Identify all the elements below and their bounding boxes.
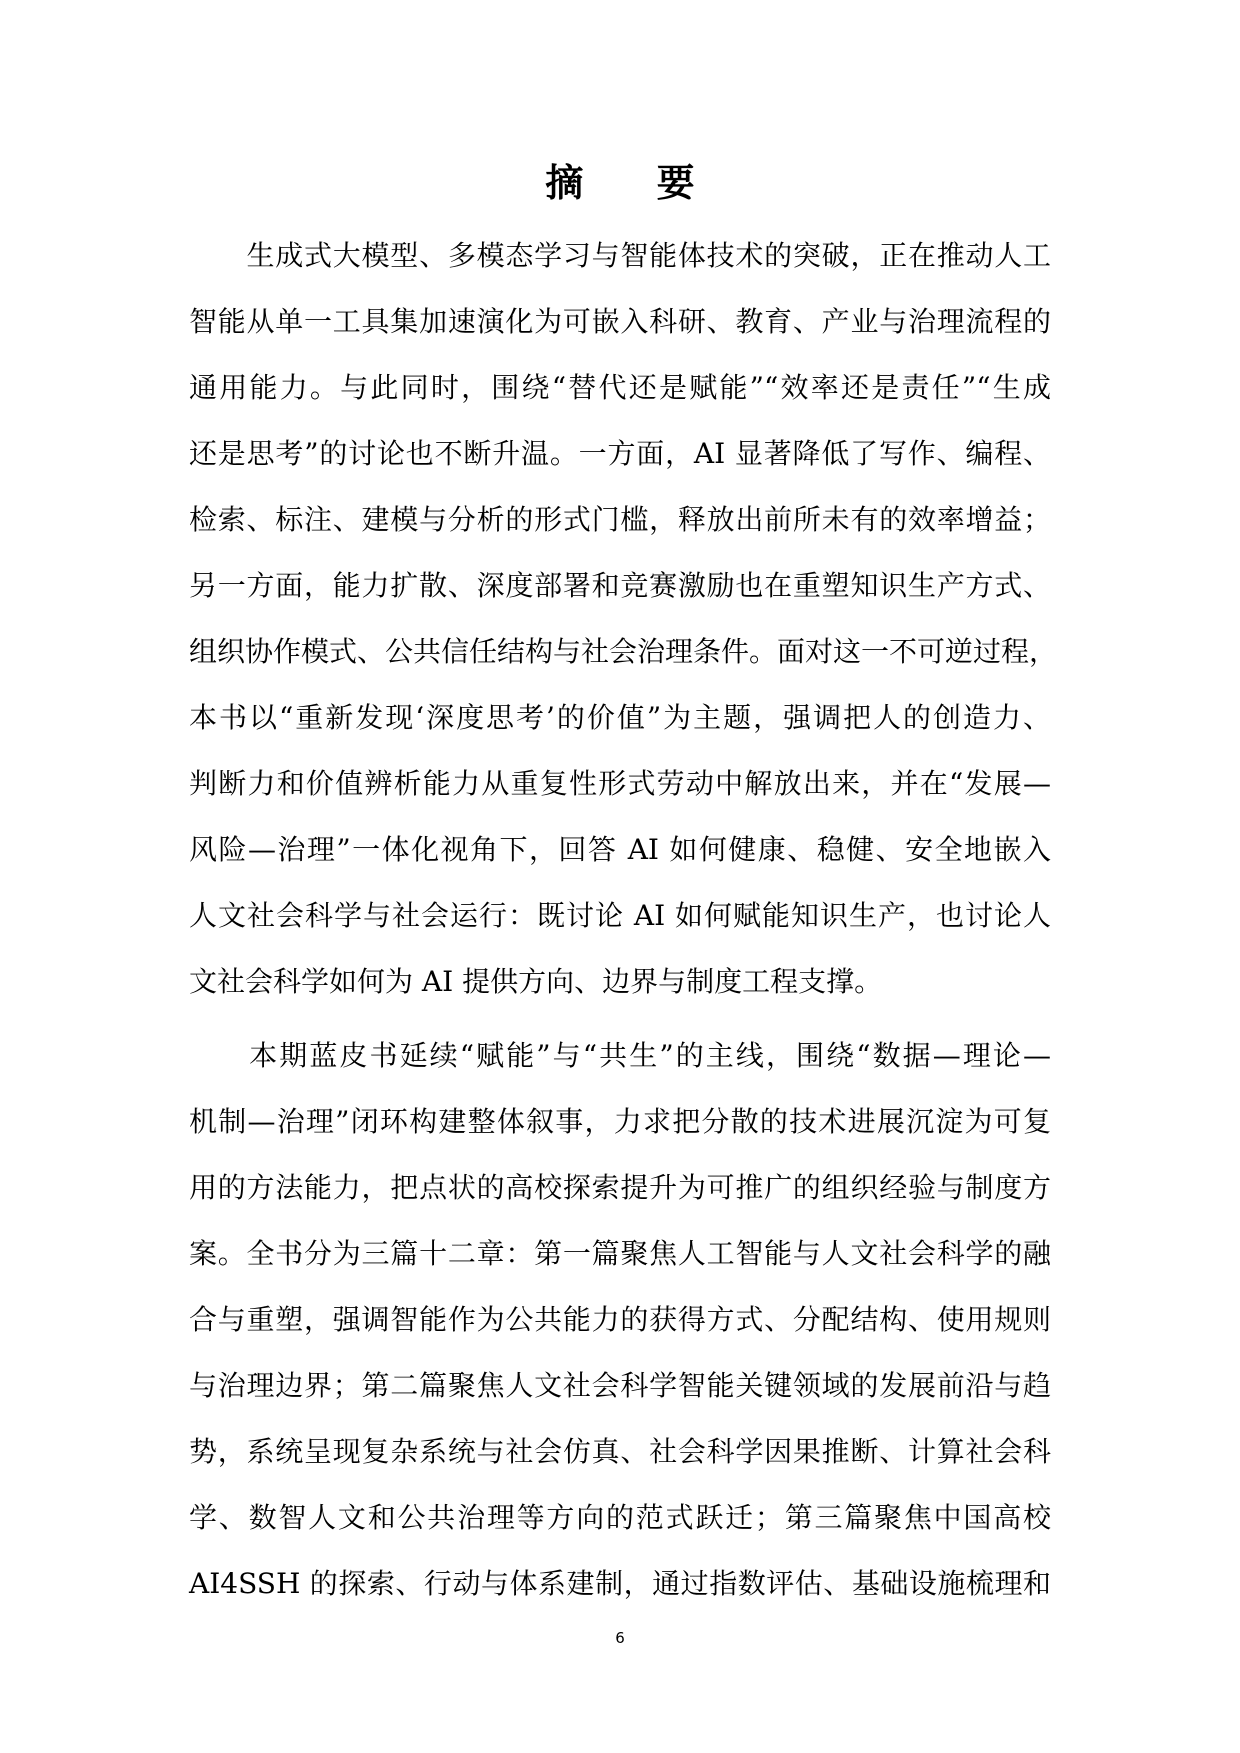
text-line: 还是思考”的讨论也不断升温。一方面，AI 显著降低了写作、编程、 [189,437,1051,470]
text-line: 本书以“重新发现‘深度思考’的价值”为主题，强调把人的创造力、 [189,701,1051,734]
paragraph [189,1023,1051,1617]
text-line: 判断力和价值辨析能力从重复性形式劳动中解放出来，并在“发展— [189,767,1051,800]
text-line: 学、数智人文和公共治理等方向的范式跃迁；第三篇聚焦中国高校 [189,1501,1051,1534]
text-line: 检索、标注、建模与分析的形式门槛，释放出前所未有的效率增益； [189,503,1051,536]
page-number: 6 [615,1629,625,1647]
text-line: AI4SSH 的探索、行动与体系建制，通过指数评估、基础设施梳理和 [189,1567,1051,1600]
body-text [189,223,1058,1617]
text-line: 机制—治理”闭环构建整体叙事，力求把分散的技术进展沉淀为可复 [189,1105,1051,1138]
text-line: 文社会科学如何为 AI 提供方向、边界与制度工程支撑。 [189,965,883,998]
text-line: 智能从单一工具集加速演化为可嵌入科研、教育、产业与治理流程的 [189,305,1051,338]
text-line: 生成式大模型、多模态学习与智能体技术的突破，正在推动人工 [189,239,1051,272]
text-line: 案。全书分为三篇十二章：第一篇聚焦人工智能与人文社会科学的融 [189,1237,1051,1270]
paragraph [189,223,1058,1015]
text-line: 与治理边界；第二篇聚焦人文社会科学智能关键领域的发展前沿与趋 [189,1369,1051,1402]
text-line: 势，系统呈现复杂系统与社会仿真、社会科学因果推断、计算社会科 [189,1435,1051,1468]
text-line: 用的方法能力，把点状的高校探索提升为可推广的组织经验与制度方 [189,1171,1051,1204]
text-line: 另一方面，能力扩散、深度部署和竞赛激励也在重塑知识生产方式、 [189,569,1051,602]
text-line: 人文社会科学与社会运行：既讨论 AI 如何赋能知识生产，也讨论人 [189,899,1051,932]
page-title: 摘 要 [545,160,725,205]
text-line: 通用能力。与此同时，围绕“替代还是赋能”“效率还是责任”“生成 [189,371,1051,404]
text-line: 本期蓝皮书延续“赋能”与“共生”的主线，围绕“数据—理论— [189,1039,1051,1072]
paragraph-gap [189,1015,1051,1023]
text-line: 合与重塑，强调智能作为公共能力的获得方式、分配结构、使用规则 [189,1303,1051,1336]
text-line: 组织协作模式、公共信任结构与社会治理条件。面对这一不可逆过程， [189,635,1058,668]
text-line: 风险—治理”一体化视角下，回答 AI 如何健康、稳健、安全地嵌入 [189,833,1051,866]
